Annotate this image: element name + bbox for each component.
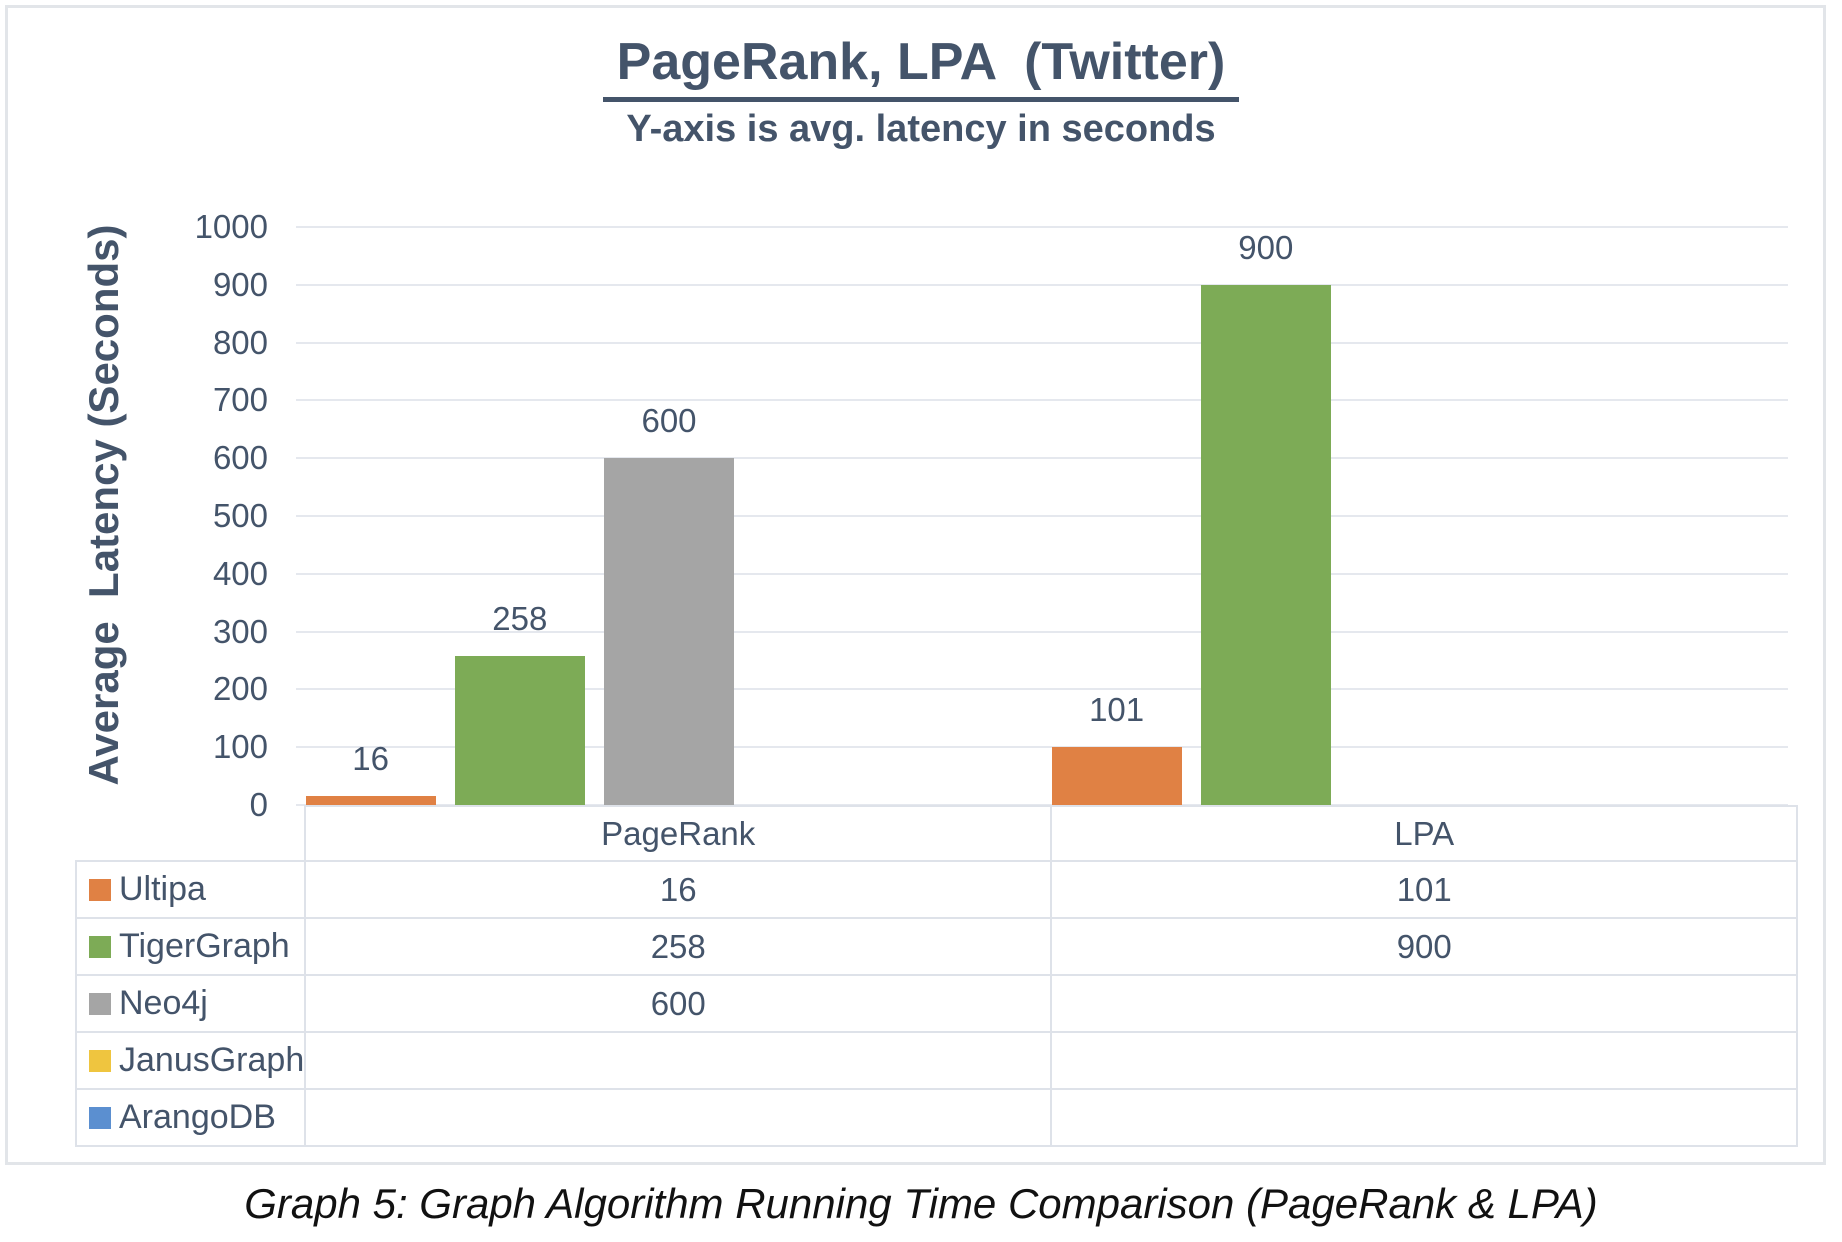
legend-cell-neo4j	[76, 975, 305, 1032]
figure-caption: Graph 5: Graph Algorithm Running Time Comparison (PageRank & LPA)	[244, 1180, 1598, 1227]
table-row-arangodb	[76, 1089, 1797, 1146]
value-cell-ultipa-lpa: 101	[1051, 861, 1797, 918]
legend-cell-janusgraph	[76, 1032, 305, 1089]
y-tick-label-500: 500	[212, 497, 268, 534]
bar-ultipa-lpa	[1052, 747, 1182, 805]
gridline-800	[296, 342, 1788, 344]
category-header-lpa: LPA	[1051, 806, 1797, 861]
table-row-neo4j	[76, 975, 1797, 1032]
y-tick-label-300: 300	[212, 612, 268, 650]
y-tick-label-900: 900	[212, 265, 268, 303]
y-tick-label-800: 800	[212, 323, 268, 361]
legend-cell-ultipa	[76, 861, 305, 918]
gridline-700	[296, 399, 1788, 401]
y-tick-label-100: 100	[212, 728, 268, 766]
legend-label: ArangoDB	[119, 1098, 276, 1136]
y-tick-label-200: 200	[212, 670, 268, 708]
legend-cell-tigergraph	[76, 918, 305, 975]
bar-tigergraph-lpa	[1201, 285, 1331, 805]
bar-value-label: 16	[352, 739, 389, 777]
chart-title-row	[0, 34, 1842, 102]
category-header-pagerank: PageRank	[305, 806, 1051, 861]
bar-neo4j-pagerank	[604, 458, 734, 805]
value-cell-tigergraph-lpa: 900	[1051, 918, 1797, 975]
y-tick-label-600: 600	[212, 439, 268, 477]
bar-value-label: 900	[1238, 228, 1294, 266]
value-cell-janusgraph-pagerank	[305, 1032, 1051, 1089]
legend-label: Ultipa	[119, 870, 206, 908]
value-cell-arangodb-lpa	[1051, 1089, 1797, 1146]
chart-subtitle: Y-axis is avg. latency in seconds	[626, 108, 1216, 150]
gridline-600	[296, 457, 1788, 459]
table-row-ultipa	[76, 861, 1797, 918]
legend-swatch-ultipa	[89, 879, 111, 901]
value-cell-janusgraph-lpa	[1051, 1032, 1797, 1089]
value-cell-tigergraph-pagerank: 258	[305, 918, 1051, 975]
gridline-1000	[296, 226, 1788, 228]
y-tick-label-400: 400	[212, 554, 268, 592]
value-cell-ultipa-pagerank: 16	[305, 861, 1051, 918]
legend-label: Neo4j	[119, 984, 208, 1022]
legend-swatch-neo4j	[89, 993, 111, 1015]
legend-cell-arangodb	[76, 1089, 305, 1146]
legend-label: TigerGraph	[119, 927, 290, 965]
legend-label: JanusGraph	[119, 1041, 305, 1079]
gridline-400	[296, 573, 1788, 575]
table-corner-cell	[76, 806, 305, 861]
bar-value-label: 258	[492, 599, 548, 637]
table-row-janusgraph	[76, 1032, 1797, 1089]
y-axis-title: Average Latency (Seconds)	[80, 224, 127, 786]
chart-title: PageRank, LPA (Twitter)	[603, 34, 1240, 102]
legend-swatch-janusgraph	[89, 1050, 111, 1072]
gridline-500	[296, 515, 1788, 517]
bar-tigergraph-pagerank	[455, 656, 585, 805]
table-row-tigergraph	[76, 918, 1797, 975]
value-cell-arangodb-pagerank	[305, 1089, 1051, 1146]
y-tick-label-1000: 1000	[194, 208, 268, 245]
legend-swatch-arangodb	[89, 1107, 111, 1129]
gridline-900	[296, 284, 1788, 286]
bar-value-label: 101	[1089, 690, 1145, 728]
table-header-row	[76, 806, 1797, 861]
bar-value-label: 600	[641, 402, 697, 440]
chart-data-table	[75, 805, 1798, 1147]
value-cell-neo4j-pagerank: 600	[305, 975, 1051, 1032]
legend-swatch-tigergraph	[89, 936, 111, 958]
y-tick-label-700: 700	[212, 381, 268, 419]
bar-ultipa-pagerank	[306, 796, 436, 805]
value-cell-neo4j-lpa	[1051, 975, 1797, 1032]
y-tick-label-0: 0	[249, 786, 268, 823]
